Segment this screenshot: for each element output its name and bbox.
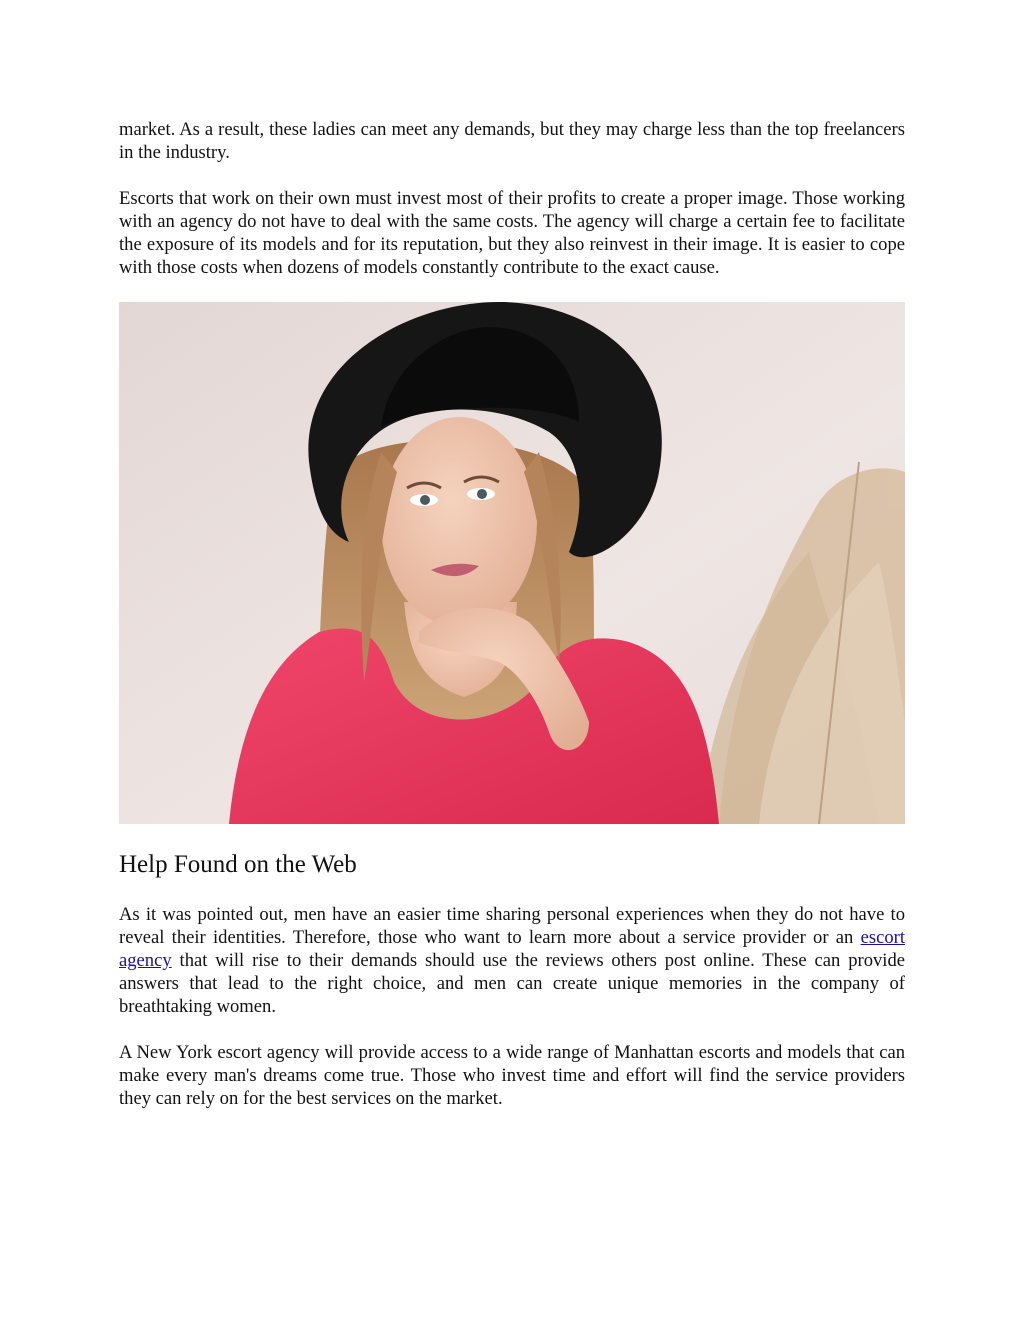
- paragraph-new-york: A New York escort agency will provide access to a wide range of Manhattan escorts and models that can make every man's dreams come true. Those who invest time and effort will find the service providers they can rely on for the best services on the market.: [119, 1042, 905, 1109]
- paragraph-escorts-costs: Escorts that work on their own must invest most of their profits to create a proper image. Those working with an agency do not have to deal with the same costs. The agency will charge a certain fee to facilitate the exposure of its models and for its reputation, but they also reinvest in their image. It is easier to cope with those costs when dozens of models constantly contribute to the exact cause.: [119, 188, 905, 278]
- section-heading: Help Found on the Web: [119, 851, 357, 878]
- face-shape: [381, 417, 537, 627]
- paragraph-market: market. As a result, these ladies can meet any demands, but they may charge less than the top freelancers in the industry.: [119, 119, 905, 163]
- paragraph-reviews: [119, 903, 905, 1018]
- paragraph-reviews-before: As it was pointed out, men have an easier time sharing personal experiences when they do not have to reveal their identities. Therefore, those who want to learn more about a service provider or an: [119, 904, 905, 948]
- escort-agency-link[interactable]: escort agency: [119, 927, 905, 971]
- woman-hat-photo: [119, 302, 905, 824]
- paragraph-reviews-after: that will rise to their demands should use the reviews others post online. These can provide answers that lead to the right choice, and men can create unique memories in the company of breathtaking women.: [119, 950, 905, 1017]
- document-page: [119, 118, 905, 1133]
